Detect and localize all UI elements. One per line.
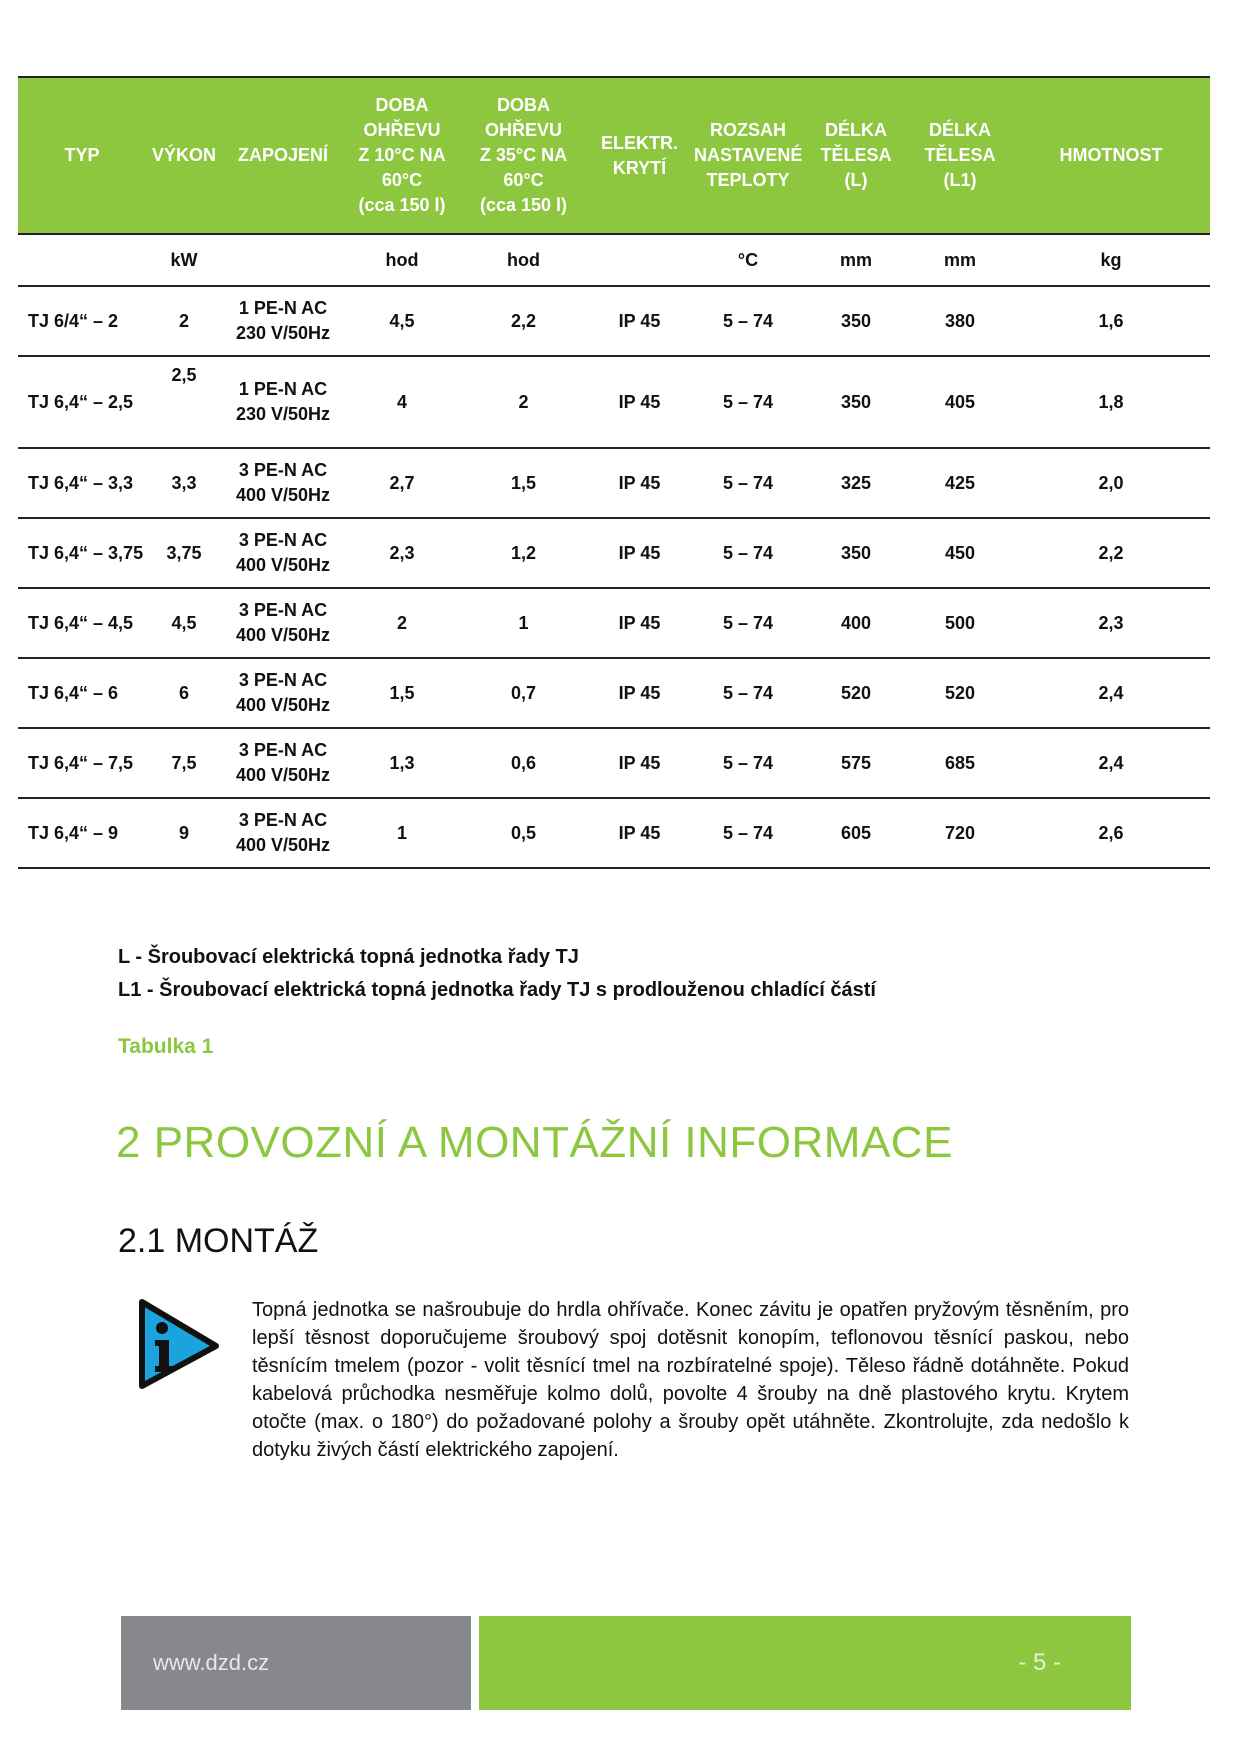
table-legend	[118, 941, 876, 1007]
table-body	[18, 234, 1210, 868]
column-header-line: 60°C	[381, 170, 423, 190]
unit-cell: mm	[908, 234, 1012, 286]
cell-kryti: IP 45	[587, 356, 692, 448]
column-header	[692, 77, 804, 234]
column-header-line: (cca 150 l)	[479, 195, 568, 215]
spec-table	[18, 76, 1210, 869]
unit-cell: hod	[460, 234, 587, 286]
column-header	[460, 77, 587, 234]
cell-t35: 1,2	[460, 518, 587, 588]
column-header-line: HMOTNOST	[1059, 145, 1163, 165]
cell-vykon: 7,5	[146, 728, 222, 798]
unit-cell	[222, 234, 344, 286]
column-header	[804, 77, 908, 234]
column-header-line: TĚLESA	[924, 145, 996, 165]
table-row	[18, 356, 1210, 448]
info-icon	[136, 1298, 220, 1390]
column-header-line: KRYTÍ	[612, 157, 667, 178]
cell-zapojeni-line: 3 PE-N AC	[238, 460, 328, 480]
cell-zapojeni-line: 3 PE-N AC	[238, 530, 328, 550]
column-header	[344, 77, 460, 234]
cell-typ: TJ 6,4“ – 3,3	[18, 448, 146, 518]
cell-l: 400	[804, 588, 908, 658]
cell-kryti: IP 45	[587, 588, 692, 658]
cell-rozsah: 5 – 74	[692, 798, 804, 868]
mounting-paragraph: Topná jednotka se našroubuje do hrdla ohřívače. Konec závitu je opatřen pryžovým těsněním, pro lepší těsnost doporučujeme šroubový spoj dotěsnit konopím, teflonovou těsnící paskou, nebo těsnícím tmelem (pozor - volit těsnící tmel na rozbíratelné spoje). Těleso řádně dotáhněte. Pokud kabelová průchodka nesměřuje kolmo dolů, povolte 4 šrouby na dně plastového krytu. Krytem otočte (max. o 180°) do požadované polohy a šrouby opět utáhněte. Zkontrolujte, zda nedošlo k dotyku živých částí elektrického zapojení.	[252, 1299, 1129, 1461]
cell-kryti: IP 45	[587, 728, 692, 798]
cell-l1: 685	[908, 728, 1012, 798]
cell-zapojeni-line: 3 PE-N AC	[238, 670, 328, 690]
cell-vykon: 6	[146, 658, 222, 728]
cell-t10: 1	[344, 798, 460, 868]
cell-kryti: IP 45	[587, 798, 692, 868]
column-header-line: VÝKON	[151, 145, 216, 165]
unit-cell: kg	[1012, 234, 1210, 286]
cell-l: 605	[804, 798, 908, 868]
cell-kryti: IP 45	[587, 518, 692, 588]
cell-vykon: 2,5	[146, 356, 222, 448]
cell-l1: 380	[908, 286, 1012, 356]
cell-kryti: IP 45	[587, 658, 692, 728]
cell-typ: TJ 6,4“ – 7,5	[18, 728, 146, 798]
cell-t10: 2,3	[344, 518, 460, 588]
cell-t35: 0,5	[460, 798, 587, 868]
cell-zapojeni	[222, 286, 344, 356]
cell-l1: 425	[908, 448, 1012, 518]
cell-zapojeni	[222, 658, 344, 728]
cell-zapojeni-line: 1 PE-N AC	[238, 298, 328, 318]
cell-rozsah: 5 – 74	[692, 356, 804, 448]
cell-hmotnost: 2,4	[1012, 658, 1210, 728]
cell-l1: 720	[908, 798, 1012, 868]
cell-t35: 0,7	[460, 658, 587, 728]
cell-kryti: IP 45	[587, 448, 692, 518]
cell-zapojeni-line: 230 V/50Hz	[235, 323, 331, 343]
unit-cell	[18, 234, 146, 286]
header-row	[18, 77, 1210, 234]
table-caption: Tabulka 1	[118, 1035, 214, 1058]
column-header-line: OHŘEVU	[363, 120, 441, 140]
cell-rozsah: 5 – 74	[692, 728, 804, 798]
cell-rozsah: 5 – 74	[692, 588, 804, 658]
cell-typ: TJ 6,4“ – 3,75	[18, 518, 146, 588]
cell-l: 350	[804, 518, 908, 588]
column-header	[146, 77, 222, 234]
cell-hmotnost: 1,8	[1012, 356, 1210, 448]
column-header	[908, 77, 1012, 234]
unit-cell	[587, 234, 692, 286]
cell-hmotnost: 1,6	[1012, 286, 1210, 356]
cell-zapojeni	[222, 356, 344, 448]
cell-zapojeni	[222, 448, 344, 518]
cell-l: 350	[804, 356, 908, 448]
cell-zapojeni-line: 400 V/50Hz	[235, 835, 331, 855]
column-header	[18, 77, 146, 234]
cell-t35: 1,5	[460, 448, 587, 518]
cell-zapojeni-line: 400 V/50Hz	[235, 765, 331, 785]
table-row	[18, 588, 1210, 658]
cell-typ: TJ 6,4“ – 9	[18, 798, 146, 868]
cell-vykon: 4,5	[146, 588, 222, 658]
table-row	[18, 448, 1210, 518]
spec-table-wrapper	[18, 76, 1210, 869]
cell-zapojeni-line: 3 PE-N AC	[238, 810, 328, 830]
column-header-line: DOBA	[375, 95, 429, 115]
cell-t10: 1,3	[344, 728, 460, 798]
footer-website: www.dzd.cz	[153, 1650, 270, 1675]
cell-zapojeni-line: 400 V/50Hz	[235, 555, 331, 575]
column-header-line: (L)	[844, 170, 868, 190]
legend-line-l1: L1 - Šroubovací elektrická topná jednotka řady TJ s prodlouženou chladící částí	[118, 979, 876, 1001]
column-header-line: OHŘEVU	[484, 120, 562, 140]
cell-t10: 4	[344, 356, 460, 448]
table-row	[18, 518, 1210, 588]
cell-zapojeni-line: 230 V/50Hz	[235, 404, 331, 424]
unit-cell: kW	[146, 234, 222, 286]
cell-t35: 2,2	[460, 286, 587, 356]
cell-vykon: 2	[146, 286, 222, 356]
cell-t35: 2	[460, 356, 587, 448]
column-header-line: ELEKTR.	[600, 132, 678, 153]
cell-zapojeni-line: 3 PE-N AC	[238, 740, 328, 760]
cell-zapojeni-line: 3 PE-N AC	[238, 600, 328, 620]
cell-hmotnost: 2,3	[1012, 588, 1210, 658]
cell-l: 325	[804, 448, 908, 518]
legend-line-l: L - Šroubovací elektrická topná jednotka řady TJ	[118, 946, 579, 968]
cell-zapojeni-line: 1 PE-N AC	[238, 379, 328, 399]
cell-rozsah: 5 – 74	[692, 448, 804, 518]
column-header	[222, 77, 344, 234]
cell-t10: 1,5	[344, 658, 460, 728]
cell-typ: TJ 6,4“ – 2,5	[18, 356, 146, 448]
cell-typ: TJ 6/4“ – 2	[18, 286, 146, 356]
subsection-heading: 2.1 MONTÁŽ	[118, 1222, 319, 1260]
footer-website-box	[121, 1616, 471, 1710]
cell-hmotnost: 2,2	[1012, 518, 1210, 588]
section-heading: 2 PROVOZNÍ A MONTÁŽNÍ INFORMACE	[116, 1118, 953, 1167]
cell-t10: 2,7	[344, 448, 460, 518]
table-row	[18, 728, 1210, 798]
cell-zapojeni	[222, 728, 344, 798]
column-header-line: ZAPOJENÍ	[237, 145, 329, 165]
column-header-line: (L1)	[943, 170, 977, 190]
cell-zapojeni-line: 400 V/50Hz	[235, 485, 331, 505]
column-header-line: DOBA	[497, 95, 550, 115]
table-row	[18, 798, 1210, 868]
table-row	[18, 658, 1210, 728]
cell-rozsah: 5 – 74	[692, 286, 804, 356]
column-header-line: Z 35°C NA	[479, 145, 568, 165]
cell-l1: 500	[908, 588, 1012, 658]
unit-cell: mm	[804, 234, 908, 286]
cell-zapojeni-line: 400 V/50Hz	[235, 625, 331, 645]
cell-hmotnost: 2,4	[1012, 728, 1210, 798]
column-header-line: Z 10°C NA	[358, 145, 446, 165]
cell-l: 575	[804, 728, 908, 798]
cell-zapojeni	[222, 588, 344, 658]
cell-t35: 1	[460, 588, 587, 658]
unit-cell: hod	[344, 234, 460, 286]
page-number: - 5 -	[1018, 1649, 1061, 1676]
cell-hmotnost: 2,0	[1012, 448, 1210, 518]
cell-rozsah: 5 – 74	[692, 658, 804, 728]
cell-zapojeni	[222, 798, 344, 868]
column-header	[587, 77, 692, 234]
column-header-line: TYP	[64, 145, 100, 165]
cell-t35: 0,6	[460, 728, 587, 798]
cell-vykon: 9	[146, 798, 222, 868]
cell-vykon: 3,3	[146, 448, 222, 518]
cell-typ: TJ 6,4“ – 4,5	[18, 588, 146, 658]
footer-page-box	[479, 1616, 1131, 1710]
cell-zapojeni-line: 400 V/50Hz	[235, 695, 331, 715]
cell-hmotnost: 2,6	[1012, 798, 1210, 868]
column-header-line: NASTAVENÉ	[694, 145, 803, 165]
cell-vykon: 3,75	[146, 518, 222, 588]
column-header-line: TĚLESA	[820, 145, 892, 165]
cell-l: 520	[804, 658, 908, 728]
column-header-line: (cca 150 l)	[358, 195, 446, 215]
cell-rozsah: 5 – 74	[692, 518, 804, 588]
column-header-line: DÉLKA	[929, 120, 991, 140]
cell-l1: 520	[908, 658, 1012, 728]
cell-zapojeni	[222, 518, 344, 588]
cell-t10: 2	[344, 588, 460, 658]
cell-l1: 405	[908, 356, 1012, 448]
cell-typ: TJ 6,4“ – 6	[18, 658, 146, 728]
column-header-line: TEPLOTY	[706, 170, 790, 190]
cell-t10: 4,5	[344, 286, 460, 356]
column-header-line: ROZSAH	[710, 120, 786, 140]
cell-l1: 450	[908, 518, 1012, 588]
column-header	[1012, 77, 1210, 234]
unit-cell: °C	[692, 234, 804, 286]
column-header-line: DÉLKA	[825, 120, 887, 140]
column-header-line: 60°C	[503, 170, 544, 190]
cell-kryti: IP 45	[587, 286, 692, 356]
table-row	[18, 286, 1210, 356]
units-row	[18, 234, 1210, 286]
cell-l: 350	[804, 286, 908, 356]
